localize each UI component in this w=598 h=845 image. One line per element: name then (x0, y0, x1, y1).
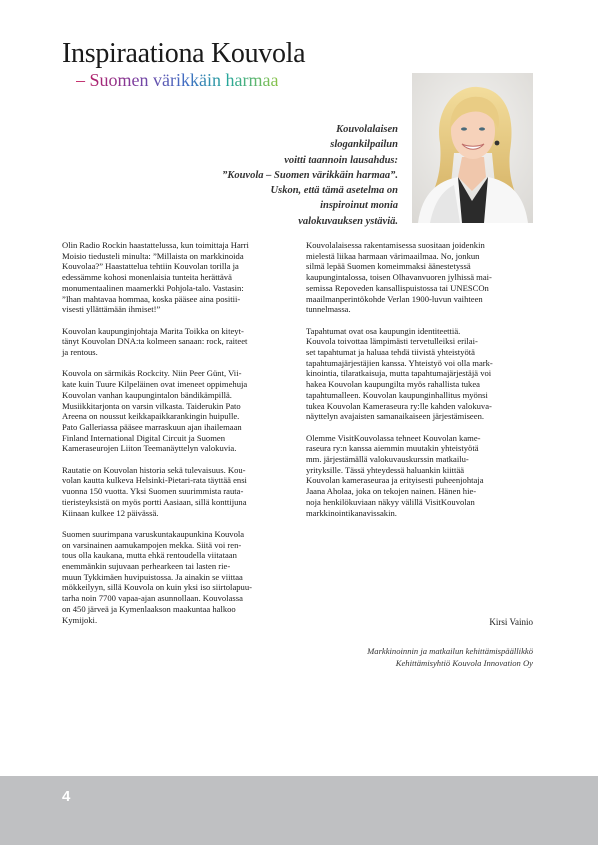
text-line: markkinointikanavissakin. (306, 507, 397, 518)
pull-quote-line: valokuvauksen ystäviä. (298, 215, 398, 227)
text-line: visesti yllättämään ihmiset!” (62, 304, 161, 315)
text-line: Kouvolan kaupunginjohtaja Marita Toikka on kiteyt- (62, 325, 244, 336)
text-line: set tapahtumat ja haluaa tehdä tiivistä yhteistyötä (306, 347, 475, 358)
body-column-right (306, 240, 533, 529)
text-line: kaupungintalossa, toisen Olhavanvuoren jylhissä mai- (306, 272, 492, 283)
text-line: Jaana Aholaa, joka on tekojen nainen. Hänen hie- (306, 486, 477, 497)
text-line: enemmänkin sujuvaan perhearkeen tai lasten rie- (62, 561, 231, 572)
text-line: Pato Galleriassa pääsee marraskuun ajan ihailemaan (62, 421, 242, 432)
body-column-left (62, 240, 289, 636)
text-line: tieristeyksistä on myös portti Aasiaan, sillä konttijuna (62, 496, 247, 507)
text-line: näyttelyn avajaisten samanaikaiseen järjestämiseen. (306, 411, 485, 422)
text-line: Areena on noussut keikkapaikkarankingin huipulle. (62, 411, 240, 422)
paragraph (62, 529, 289, 625)
text-line: noja henkilökuviaan näkyy välillä VisitKouvolan (306, 496, 475, 507)
affiliation-line: Markkinoinnin ja matkailun kehittämispäällikkö (367, 646, 533, 656)
paragraph (62, 368, 289, 454)
paragraph (306, 433, 533, 519)
text-line: tänyt Kouvolan DNA:ta kolmeen sanaan: rock, raiteet (62, 336, 248, 347)
text-line: maailmanperintökohde Verlan 1900-luvun vaihteen (306, 293, 483, 304)
text-line: vuonna 150 vuotta. Yksi Suomen suurimmista rauta- (62, 486, 244, 497)
pull-quote-line: slogankilpailun (330, 139, 398, 151)
paragraph (62, 326, 289, 358)
text-line: Kameraseurojen Liiton Teemanäyttelyn valokuvia. (62, 443, 237, 454)
author-affiliation (367, 645, 533, 669)
text-line: on 450 järveä ja Kymenlaakson maakuntaa halkoo (62, 603, 236, 614)
text-line: Olemme VisitKouvolassa tehneet Kouvolan kame- (306, 432, 481, 443)
affiliation-line: Kehittämisyhtiö Kouvola Innovation Oy (395, 658, 533, 668)
text-line: mm. järjestämällä valokuvauskurssin matkailu- (306, 454, 469, 465)
text-line: Olin Radio Rockin haastattelussa, kun toimittaja Harri (62, 240, 249, 250)
text-line: mielestä liikaa harmaan värimaailmaa. No, jonkun (306, 250, 480, 261)
text-line: Kouvolalaisessa rakentamisessa suositaan joidenkin (306, 240, 485, 250)
pull-quote-line: ”Kouvola – Suomen värikkäin harmaa”. (222, 169, 398, 181)
pull-quote-line: Uskon, että tämä asetelma on (270, 185, 398, 197)
text-line: Tapahtumat ovat osa kaupungin identiteettiä. (306, 325, 461, 336)
text-line: yrityksille. Tässä yhteydessä haluankin kiittää (306, 464, 465, 475)
text-line: Kouvola toivottaa lämpimästi tervetulleiksi erilai- (306, 336, 478, 347)
pull-quote-line: voitti taannoin lausahdus: (284, 154, 398, 166)
page-number: 4 (62, 788, 71, 805)
portrait-image (412, 73, 533, 223)
article-subtitle: – Suomen värikkäin harmaa (76, 70, 279, 90)
text-line: Finland International Digital Circuit ja Suomen (62, 432, 226, 443)
text-line: ja rentous. (62, 347, 98, 358)
pull-quote-line: Kouvolalaisen (336, 124, 398, 135)
text-line: kinointia, tilaratkaisuja, mutta tapahtumajärjestäjä voi (306, 368, 492, 379)
text-line: raseura ry:n kanssa aiemmin muutakin yhteistyötä (306, 443, 479, 454)
text-line: Kymijoki. (62, 614, 98, 625)
text-line: tarha noin 7700 vapaa-ajan asunnollaan. Kouvolassa (62, 593, 243, 604)
text-line: Kouvolaa?” Haastattelua tehtiin Kouvolan torilla ja (62, 261, 239, 272)
paragraph (306, 326, 533, 422)
author-signature: Kirsi Vainio (489, 617, 533, 627)
text-line: volan kautta kulkeva Helsinki-Pietari-rata täyttää ensi (62, 475, 247, 486)
text-line: tukea Kouvolan Kameraseura ry:lle kahden valokuva- (306, 400, 492, 411)
text-line: Musiikkitarjonta on varsin vilkasta. Taiderukin Pato (62, 400, 241, 411)
text-line: Kiinaan kulkee 12 päivässä. (62, 507, 159, 518)
text-line: Kouvola on särmikäs Rockcity. Niin Peer Günt, Vii- (62, 368, 242, 379)
text-line: tous olla kaukana, mutta ehkä rentoudella viitataan (62, 550, 237, 561)
pull-quote-line: inspiroinut monia (320, 200, 398, 212)
paragraph (62, 465, 289, 519)
article-title: Inspiraationa Kouvola (62, 38, 306, 69)
text-line: tapahtumalleen. Kouvolan kaupunginhallitus myönsi (306, 389, 488, 400)
paragraph (62, 240, 289, 315)
text-line: semissa Repoveden kansallispuistossa tai UNESCOn (306, 282, 489, 293)
text-line: Kouvolan kameraseuraa ja erityisesti puheenjohtaja (306, 475, 484, 486)
text-line: kate kuin Tuure Kilpeläinen ovat imeneet oppimehuja (62, 379, 248, 390)
text-line: muun Tykkimäen huvipuistossa. Ja ainakin se viittaa (62, 571, 243, 582)
text-line: monumentaalinen maamerkki Pohjola-talo. Vastasin: (62, 282, 244, 293)
text-line: Kouvolan vanhan kaupungintalon bändikämpillä. (62, 389, 232, 400)
text-line: edessämme kohosi monenlaisia tunteita herättävä (62, 272, 232, 283)
text-line: silmä lepää Suomen komeimmaksi äänestetyssä (306, 261, 471, 272)
text-line: Suomen suurimpana varuskuntakaupunkina Kouvola (62, 528, 245, 539)
text-line: ”Ihan mahtavaa hommaa, koska pääsee aina positii- (62, 293, 241, 304)
pull-quote (158, 122, 398, 229)
text-line: tunnelmassa. (306, 304, 351, 315)
text-line: Moisio tiedusteli minulta: ”Millaista on markkinoida (62, 250, 244, 261)
text-line: on varsinainen aamukampojen mekka. Siitä voi ren- (62, 539, 242, 550)
author-portrait (412, 73, 533, 223)
text-line: hakea Kouvolan kaupungilta myös rahallista tukea (306, 379, 480, 390)
paragraph (306, 240, 533, 315)
text-line: mökkeilyyn, sillä Kouvola on kuin yksi iso siirtolapuu- (62, 582, 253, 593)
text-line: Rautatie on Kouvolan historia sekä tulevaisuus. Kou- (62, 464, 246, 475)
page-footer (0, 776, 598, 845)
text-line: tapahtumajärjestäjien kanssa. Yhteistyö voi olla mark- (306, 357, 493, 368)
